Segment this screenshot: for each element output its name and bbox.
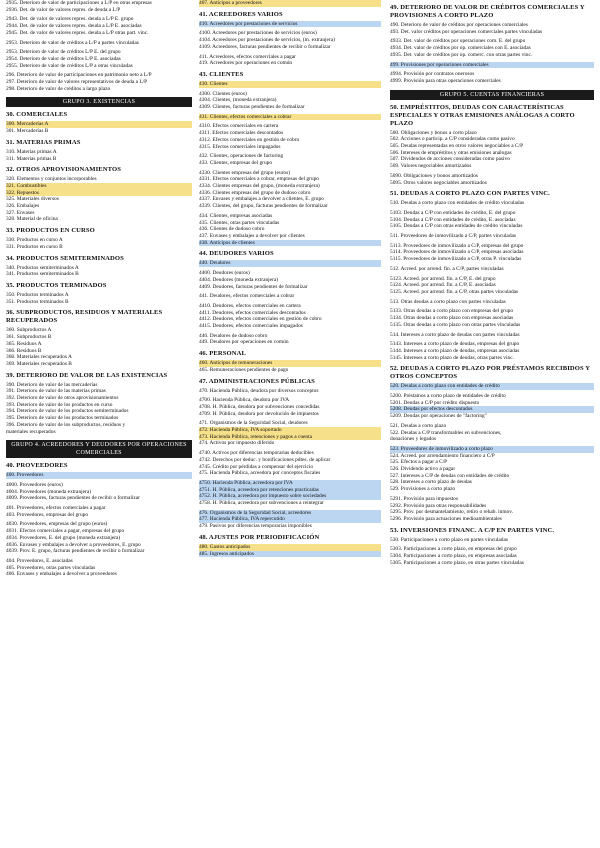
account-line: 4994. Provisión por contratos onerosos <box>390 71 475 78</box>
account-line: 404. Proveedores, E. asociadas <box>6 557 73 564</box>
account-line: 390. Deterioro de valor de las mercaderías <box>6 381 98 388</box>
section-heading: 41. ACREEDORES VARIOS <box>199 10 283 18</box>
section-heading: 35. PRODUCTOS TERMINADOS <box>6 281 107 289</box>
account-line: 2944. Det. de valor de valores repres. deuda a L/P E. asociadas <box>6 23 142 30</box>
account-line: 340. Productos semiterminados A <box>6 264 79 271</box>
account-line: 528. Intereses a corto plazo de deudas <box>390 479 472 486</box>
account-section <box>6 139 192 162</box>
account-line: 4935. Det. valor de créditos por op. comerc. con otras partes vinc. <box>390 51 533 58</box>
account-line: 4036. Envases y embalajes a devolver a proveedores, E. grupo <box>6 541 141 548</box>
account-line: 475. Hacienda Pública, acreedora por conceptos fiscales <box>199 470 321 477</box>
account-line: 4100. Acreedores por prestaciones de servicios (euros) <box>199 30 317 37</box>
section-heading: 44. DEUDORES VARIOS <box>199 250 274 258</box>
account-line: 490. Deterioro de valor de créditos por operaciones comerciales <box>390 22 528 28</box>
section-heading: 51. DEUDAS A CORTO PLAZO CON PARTES VINC. <box>390 190 550 198</box>
account-section <box>390 190 594 361</box>
group-band: GRUPO 3. EXISTENCIAS <box>6 97 192 107</box>
account-line: 4031. Efectos comerciales a pagar, empresas del grupo <box>6 528 125 535</box>
account-line: 331. Productos en curso B <box>6 243 63 250</box>
account-line: 506. Intereses de empréstitos y otras emisiones análogas <box>390 149 512 156</box>
account-line: 394. Deterioro de valor de los productos semiterminados <box>6 408 129 415</box>
account-section <box>6 309 192 367</box>
account-line: 410. Acreedores por prestaciones de servicios <box>199 21 381 28</box>
account-line: 365. Residuos A <box>6 340 42 347</box>
account-line: 366. Residuos B <box>6 347 42 354</box>
account-line: 511. Proveedores de inmovilizado a C/P, partes vinculadas <box>390 233 517 240</box>
account-line: 2935. Deterioro de valor de participaciones a L/P en otras empresas <box>6 0 152 6</box>
section-heading: 39. DETERIORO DE VALOR DE LAS EXISTENCIAS <box>6 371 168 379</box>
account-line: 510. Deudas a corto plazo con entidades de crédito vinculadas <box>390 200 525 207</box>
account-line: 351. Productos terminados B <box>6 298 69 305</box>
account-line: 4030. Proveedores, empresas del grupo (euros) <box>6 521 108 528</box>
account-line: 509. Valores negociables amortizados <box>390 163 472 170</box>
account-section <box>390 104 594 187</box>
account-line: 507. Dividendos de acciones consideradas como pasivo <box>390 156 510 163</box>
account-line: 396. Deterioro de valor de los subproductos, residuos y <box>6 421 126 428</box>
section-heading: 52. DEUDAS A CORTO PLAZO POR PRÉSTAMOS RECIBIDOS Y OTROS CONCEPTOS <box>390 365 590 381</box>
account-line: 436. Clientes de dudoso cobro <box>199 226 265 233</box>
account-line: 502. Acciones o particip. a C/P consideradas como pasivo <box>390 136 515 143</box>
group-band: GRUPO 4. ACREEDORES Y DEUDORES POR OPERACIONES COMERCIALES <box>6 440 192 458</box>
account-line: 4337. Envases y embalajes a devolver a clientes, E. grupo <box>199 196 324 203</box>
account-line: 5134. Otras deudas a corto plazo con empresas asociadas <box>390 315 514 322</box>
account-line: 5143. Intereses a corto plazo de deudas, empresas del grupo <box>390 341 520 348</box>
account-line: 4034. Proveedores, E. del grupo (moneda extranjera) <box>6 534 121 541</box>
account-line: donaciones y legados <box>390 436 437 443</box>
account-line: 4336. Clientes empresas del grupo de dudoso cobro <box>199 189 311 196</box>
account-line: 523. Proveedores de inmovilizado a corto plazo <box>390 446 594 453</box>
account-line: 4700. Hacienda Pública, deudora por IVA <box>199 397 290 404</box>
account-line: 505. Deudas representadas en otros valores negociables a C/P <box>390 143 524 150</box>
account-line: 438. Anticipos de clientes <box>199 240 381 247</box>
account-line: 5201. Deudas a C/P por crédito dispuesto <box>390 399 480 406</box>
section-heading: 48. AJUSTES POR PERIODIFICACIÓN <box>199 533 320 541</box>
account-line: 321. Combustibles <box>6 183 192 190</box>
account-line: 5304. Participaciones a corto plazo, en empresas asociadas <box>390 553 517 560</box>
account-line: 407. Anticipos a proveedores <box>199 0 381 7</box>
account-line: 403. Proveedores, empresas del grupo <box>6 511 89 518</box>
account-line: 493. Det. valor créditos por operaciones comerciales partes vinculadas <box>390 28 543 35</box>
section-heading: 33. PRODUCTOS EN CURSO <box>6 227 95 235</box>
account-line: 432. Clientes, operaciones de factoring <box>199 153 284 160</box>
account-line: 4740. Activos por diferencias temporarias deducibles <box>199 450 314 457</box>
account-line: 4039. Prov. E. grupo, facturas pendientes de recibir o formalizar <box>6 548 145 555</box>
account-line: 411. Acreedores, efectos comerciales a pagar <box>199 53 296 60</box>
account-line: 322. Repuestos <box>6 190 192 197</box>
account-line: 441. Deudores, efectos comerciales a cobrar <box>199 293 295 300</box>
account-line: materiales recuperados <box>6 428 56 435</box>
account-line: 4750. Hacienda Pública, acreedora por IVA <box>199 480 381 487</box>
account-section <box>6 111 192 134</box>
account-line: 4933. Det. valor de créditos por operaciones com. E. del grupo <box>390 38 526 45</box>
account-line: 4311. Efectos comerciales descontados <box>199 130 284 137</box>
account-line: 524. Acreed. por arrendamiento financiero a C/P <box>390 452 495 459</box>
account-line: 4312. Efectos comerciales en gestión de cobro <box>199 136 300 143</box>
account-line: 514. Intereses a corto plazo de deudas con partes vinculadas <box>390 331 520 338</box>
account-line: 433. Clientes, empresas del grupo <box>199 159 273 166</box>
account-line: 437. Envases y embalajes a devolver por clientes <box>199 232 305 239</box>
account-line: 2943. Det. de valor de valores repres. deuda a L/P E. grupo <box>6 16 134 23</box>
account-line: 465. Remuneraciones pendientes de pago <box>199 366 289 373</box>
account-line: 473. Hacienda Pública, retenciones y pagos a cuenta <box>199 434 381 441</box>
account-line: 512. Acreed. por arrend. fin. a C/P, partes vinculadas <box>390 265 504 272</box>
account-line: 2945. Det. de valor de valores repres. deuda a L/P otras part. vinc. <box>6 29 149 36</box>
account-section <box>390 365 594 522</box>
account-line: 368. Materiales recuperados A <box>6 354 72 361</box>
account-section <box>199 250 381 346</box>
account-line: 4411. Deudores, efectos comerciales descontados <box>199 309 306 316</box>
account-line: 513. Otras deudas a corto plazo con partes vinculadas <box>390 298 506 305</box>
account-section <box>199 11 381 67</box>
account-line: 419. Acreedores por operaciones en común <box>199 60 293 67</box>
account-line: 341. Productos semiterminados B <box>6 271 79 278</box>
account-line: 391. Deterioro de valor de las materias primas <box>6 388 106 395</box>
account-line: 5144. Intereses a corto plazo de deudas, empresas asociadas <box>390 347 520 354</box>
account-line: 320. Elementos y conjuntos incorporables <box>6 176 97 183</box>
account-section <box>199 71 381 246</box>
account-section <box>199 534 381 557</box>
account-line: 4934. Det. valor de créditos por op. comerciales con E. asociadas <box>390 45 531 52</box>
account-section <box>199 378 381 530</box>
account-section <box>6 372 192 436</box>
section-heading: 50. EMPRÉSTITOS, DEUDAS CON CARACTERÍSTICAS ESPECIALES Y OTRAS EMISIONES ANÁLOGAS A CORTO PLAZO <box>390 103 575 127</box>
section-heading: 47. ADMINISTRACIONES PÚBLICAS <box>199 377 315 385</box>
account-line: 406. Envases y embalajes a devolver a proveedores <box>6 571 117 578</box>
account-line: 4334. Clientes empresas del grupo, (moneda extranjera) <box>199 183 320 190</box>
account-line: 4004. Proveedores (moneda extranjera) <box>6 488 92 495</box>
account-line: 485. Ingresos anticipados <box>199 551 381 558</box>
account-line: 520. Deudas a corto plazo con entidades de crédito <box>390 383 594 390</box>
account-line: 5135. Otras deudas a corto plazo con otras partes vinculadas <box>390 321 521 328</box>
account-line: 4412. Deudores, efectos comerciales en gestión de cobro <box>199 316 322 323</box>
account-line: 326. Embalajes <box>6 203 40 210</box>
account-line: 4304. Clientes, (moneda extranjera) <box>199 97 277 104</box>
account-line: 440. Deudores <box>199 260 381 267</box>
account-line: 525. Efectos a pagar a C/P <box>390 459 448 466</box>
column-3 <box>390 0 594 848</box>
account-line: 4404. Deudores (moneda extranjera) <box>199 276 279 283</box>
account-line: 4745. Crédito por pérdidas a compensar del ejercicio <box>199 463 314 470</box>
account-line: 522. Deudas a C/P transformables en subvenciones, <box>390 429 502 436</box>
account-line: 500. Obligaciones y bonos a corto plazo <box>390 129 477 136</box>
account-line: 330. Productos en curso A <box>6 237 63 244</box>
account-line: 4309. Clientes, facturas pendientes de formalizar <box>199 104 305 111</box>
account-line: 393. Deterioro de valor de los productos en curso <box>6 401 113 408</box>
account-line: 395. Deterioro de valor de los productos terminados <box>6 415 119 422</box>
account-line: 392. Deterioro de valor de otros aprovisionamientos <box>6 395 119 402</box>
account-line: 471. Organismos de la Seguridad Social, deudores <box>199 420 308 427</box>
account-line: 4104. Acreedores por prestaciones de servicios, (m. extranjera) <box>199 37 335 44</box>
account-line: 5208. Deudas por efectos descontados <box>390 406 594 413</box>
account-line: 361. Subproductos B <box>6 334 52 341</box>
account-line: 435. Clientes, otras partes vinculadas <box>199 219 280 226</box>
account-line: 5124. Acreed. por arrend. fin. a C/P, E. asociadas <box>390 282 496 289</box>
account-line: 5296. Provisión para actuaciones medioambientales <box>390 515 502 522</box>
account-line: 4331. Efectos comerciales a cobrar, empresas del grupo <box>199 176 319 183</box>
section-heading: 32. OTROS APROVISIONAMIENTOS <box>6 166 121 174</box>
account-section <box>6 227 192 250</box>
account-line: 4708. H. Pública, deudora por subvenciones concedidas <box>199 403 320 410</box>
account-line: 5105. Deudas a C/P con otras entidades de crédito vinculadas <box>390 223 523 230</box>
account-line: 360. Subproductos A <box>6 327 52 334</box>
account-line: 446. Deudores de dudoso cobro <box>199 332 268 339</box>
account-line: 521. Deudas a corto plazo <box>390 422 447 429</box>
account-line: 449. Deudores por operaciones en común <box>199 339 289 346</box>
account-line: 4751. H. Pública, acreedora por retenciones practicadas <box>199 487 381 494</box>
account-line: 434. Clientes, empresas asociadas <box>199 212 273 219</box>
account-line: 477. Hacienda Pública, IVA repercutido <box>199 516 381 523</box>
account-line: 310. Materias primas A <box>6 148 57 155</box>
account-line: 4410. Deudores, efectos comerciales en cartera <box>199 302 301 309</box>
account-line: 5303. Participaciones a corto plazo, en empresas del grupo <box>390 546 517 553</box>
account-line: 400. Proveedores <box>6 472 192 479</box>
account-line: 4758. H. Pública, acreedora por subvenciones a reintegrar <box>199 500 324 507</box>
account-line: 472. Hacienda Pública, IVA soportado <box>199 427 381 434</box>
section-heading: 30. COMERCIALES <box>6 111 68 119</box>
account-line: 2953. Deterioro de valor de créditos L/P E. del grupo <box>6 49 121 56</box>
account-line: 4999. Provisión para otras operaciones comerciales <box>390 77 501 84</box>
account-line: 5200. Préstamos a corto plazo de entidades de crédito <box>390 393 506 400</box>
account-line: 5113. Proveedores de inmovilizado a C/P, empresas del grupo <box>390 242 524 249</box>
account-line: 4400. Deudores (euros) <box>199 270 250 277</box>
account-line: 296. Deterioro de valor de participaciones en patrimonio neto a L/P <box>6 72 152 79</box>
account-line: 298. Deterioro de valor de créditos a largo plazo <box>6 85 111 92</box>
account-line: 4752. H. Pública, acreedora por impuesto sobre sociedades <box>199 493 381 500</box>
section-heading: 40. PROVEEDORES <box>6 462 68 470</box>
section-heading: 34. PRODUCTOS SEMITERMINADOS <box>6 254 124 262</box>
account-line: 5114. Proveedores de inmovilizado a C/P, empresas asociadas <box>390 249 524 256</box>
account-section <box>390 4 594 85</box>
account-line: 5305. Participaciones a corto plazo, en otras partes vinculadas <box>390 559 524 566</box>
section-heading: 46. PERSONAL <box>199 350 246 358</box>
account-line: 5209. Deudas por operaciones de "factoring" <box>390 413 487 420</box>
account-line: 311. Materias primas B <box>6 155 57 162</box>
account-line: 328. Material de oficina <box>6 216 58 223</box>
account-line: 5090. Obligaciones y bonos amortizados <box>390 172 478 179</box>
account-line: 526. Dividendo activo a pagar <box>390 466 456 473</box>
account-line: 5295. Prov. por desmantelamiento, retiro o rehab. inmov. <box>390 509 513 516</box>
account-line: 2936. Det. de valor de valores repres. de deuda a L/P <box>6 6 121 13</box>
account-line: 527. Intereses a C/P de deudas con entidades de crédito <box>390 472 510 479</box>
account-line: 4330. Clientes empresas del grupo (euros) <box>199 169 291 176</box>
section-heading: 43. CLIENTES <box>199 70 244 78</box>
account-line: 530. Participaciones a corto plazo en partes vinculadas <box>390 536 508 543</box>
account-line: 4339. Clientes, del grupo, facturas pendientes de formalizar <box>199 203 328 210</box>
account-line: 405. Proveedores, otras partes vinculadas <box>6 564 96 571</box>
account-line: 499. Provisiones por operaciones comerciales <box>390 62 594 69</box>
account-line: 350. Productos terminados A <box>6 291 69 298</box>
account-section <box>6 255 192 278</box>
account-line: 2953. Deterioro de valor de créditos a L/P a partes vinculadas <box>6 39 139 46</box>
account-line: 369. Materiales recuperados B <box>6 360 72 367</box>
column-2 <box>199 0 381 848</box>
column-1 <box>6 0 192 848</box>
account-line: 5115. Proveedores de inmovilizado a C/P, otras P. vinculadas <box>390 256 522 263</box>
account-line: 5125. Acreed. por arrend. fin. a C/P, otras partes vinculadas <box>390 288 519 295</box>
section-heading: 31. MATERIAS PRIMAS <box>6 138 81 146</box>
section-heading: 49. DETERIORO DE VALOR DE CRÉDITOS COMERCIALES Y PROVISIONES A CORTO PLAZO <box>390 4 585 19</box>
account-line: 5292. Provisión para otras responsabilidades <box>390 502 487 509</box>
account-line: 301. Mercaderías B <box>6 128 49 135</box>
account-line: 4742. Derechos por deduc. y bonificaciones pdtes. de aplicar <box>199 456 331 463</box>
account-line: 5291. Provisión para impuestos <box>390 495 458 502</box>
account-line: 401. Proveedores, efectos comerciales a pagar <box>6 505 106 512</box>
account-line: 4315. Efectos comerciales impagados <box>199 143 281 150</box>
account-line: 5145. Intereses a corto plazo de deudas, otras partes vinc. <box>390 354 514 361</box>
account-line: 4709. H. Pública, deudora por devolución de impuestos <box>199 410 319 417</box>
account-line: 480. Gastos anticipados <box>199 544 381 551</box>
group-band: GRUPO 5. CUENTAS FINANCIERAS <box>390 90 594 100</box>
account-line: 5103. Deudas a C/P con entidades de crédito, E. del grupo <box>390 209 516 216</box>
account-section <box>6 166 192 223</box>
account-line: 5104. Deudas a C/P con entidades de crédito, E. asociadas <box>390 216 516 223</box>
account-line: 325. Materiales diversos <box>6 196 59 203</box>
account-line: 470. Hacienda Pública, deudora por diversos conceptos <box>199 387 319 394</box>
account-line: 4310. Efectos comerciales en cartera <box>199 123 279 130</box>
account-line: 5095. Otros valores negociables amortizados <box>390 179 487 186</box>
account-line: 529. Provisiones a corto plazo <box>390 486 456 493</box>
account-section <box>199 350 381 373</box>
account-line: 476. Organismos de la Seguridad Social, acreedores <box>199 510 381 517</box>
account-section <box>390 527 594 567</box>
section-heading: 53. INVERSIONES FINANC. A C/P EN PARTES VINC. <box>390 526 555 534</box>
account-line: 327. Envases <box>6 209 35 216</box>
account-line: 300. Mercaderías A <box>6 121 192 128</box>
account-section <box>6 462 192 578</box>
account-line: 431. Clientes, efectos comerciales a cobrar <box>199 114 381 121</box>
account-line: 4300. Clientes (euros) <box>199 90 247 97</box>
account-line: 2955. Deterioro de valor de créditos L/P a otras vinculadas <box>6 62 133 69</box>
account-line: 297. Deterioro de valor de valores representativos de deuda a L/P <box>6 79 148 86</box>
account-line: 2954. Deterioro de valor de créditos L/P E. asociadas <box>6 55 121 62</box>
account-line: 4409. Deudores, facturas pendientes de formalizar <box>199 283 308 290</box>
account-line: 4009. Proveedores, facturas pendientes de recibir o formalizar <box>6 495 140 502</box>
account-line: 4000. Proveedores (euros) <box>6 481 63 488</box>
account-line: 430. Clientes <box>199 81 381 88</box>
account-line: 4109. Acreedores, facturas pendientes de recibir o formalizar <box>199 43 331 50</box>
account-section <box>6 282 192 305</box>
section-heading: 36. SUBPRODUCTOS, RESIDUOS Y MATERIALES RECUPERADOS <box>6 309 163 325</box>
account-line: 5123. Acreed. por arrend. fin. a C/P, E. del grupo <box>390 275 496 282</box>
account-line: 479. Pasivos por diferencias temporarias imponibles <box>199 523 312 530</box>
account-line: 460. Anticipos de remuneraciones <box>199 360 381 367</box>
account-line: 474. Activos por impuesto diferido <box>199 440 275 447</box>
account-line: 4415. Deudores, efectos comerciales impagados <box>199 323 303 330</box>
account-line: 5133. Otras deudas a corto plazo con empresas del grupo <box>390 308 514 315</box>
